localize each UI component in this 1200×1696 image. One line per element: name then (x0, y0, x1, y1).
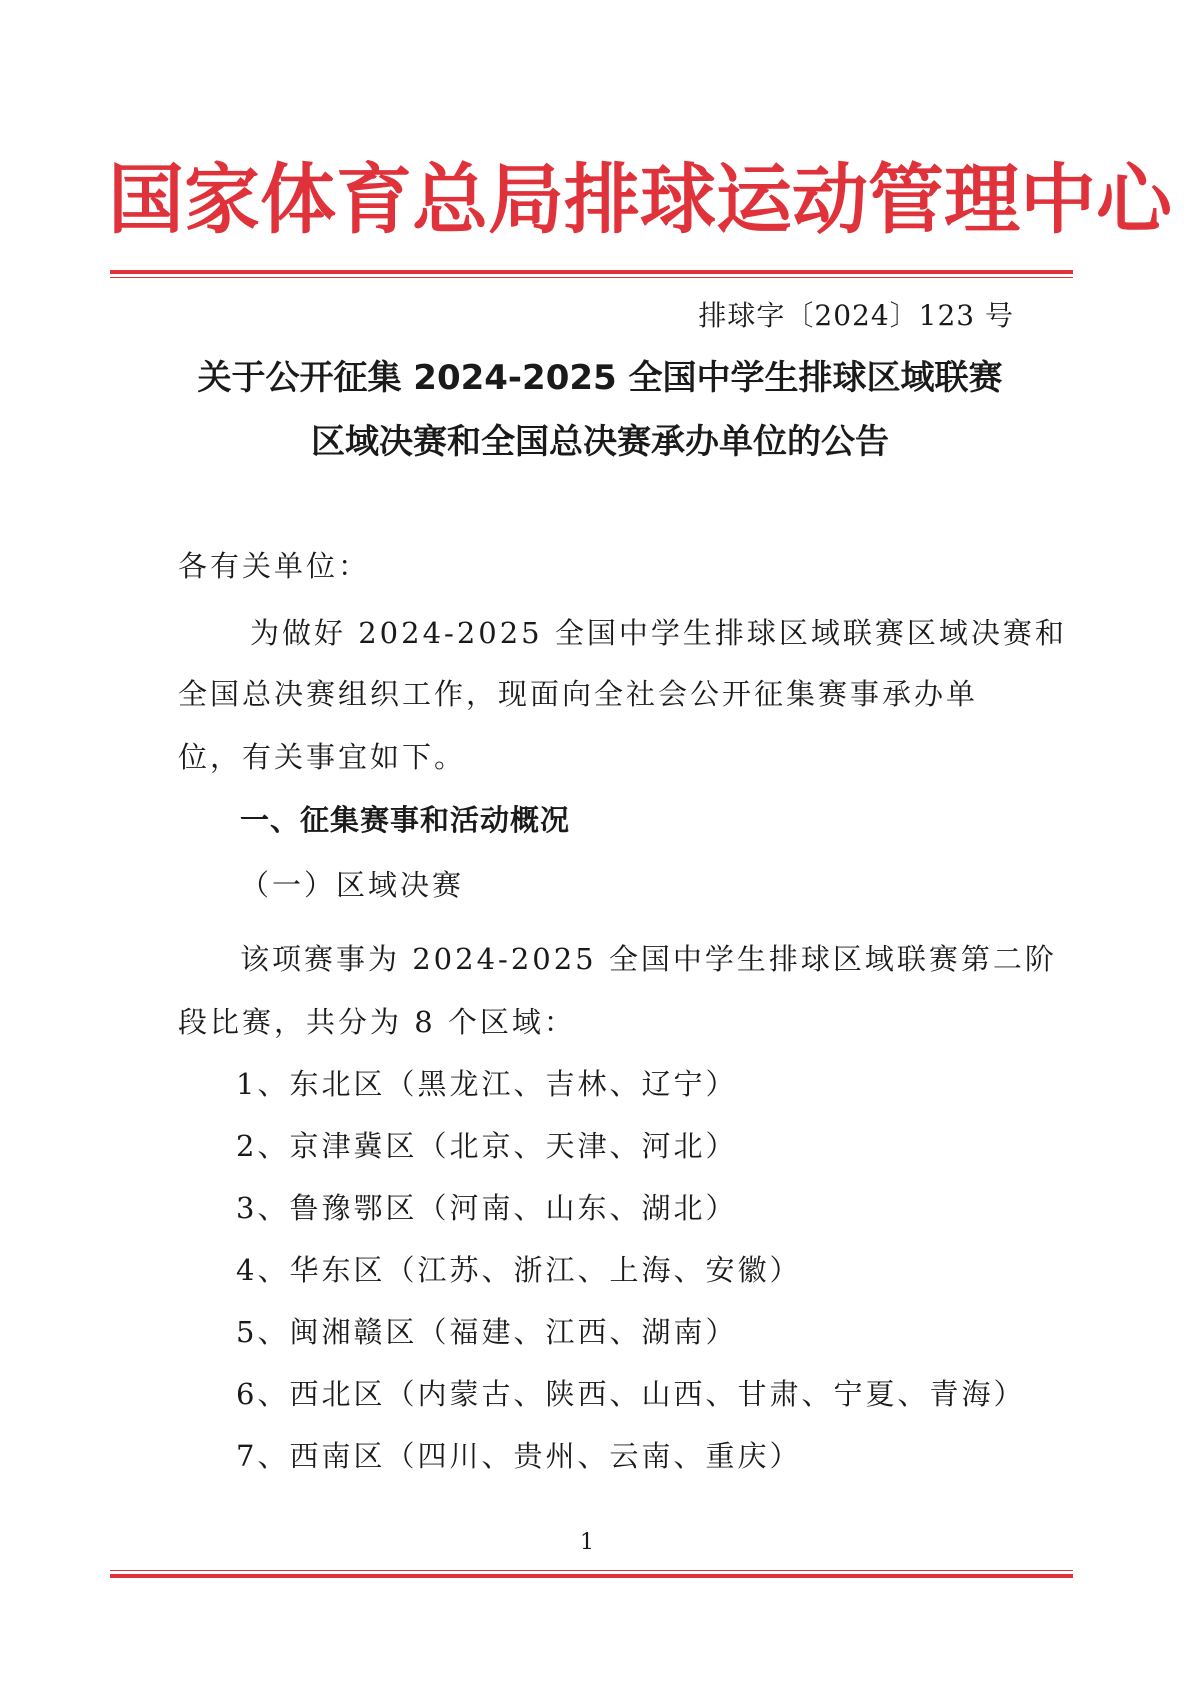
intro-line-1: 为做好 2024-2025 全国中学生排球区域联赛区域决赛和 (250, 616, 1067, 650)
page-number: 1 (580, 1530, 594, 1555)
document-title-line-2: 区域决赛和全国总决赛承办单位的公告 (311, 422, 889, 462)
region-item: 4、华东区（江苏、浙江、上海、安徽） (236, 1253, 802, 1287)
document-number: 排球字〔2024〕123 号 (698, 299, 1014, 332)
intro-line-2: 全国总决赛组织工作，现面向全社会公开征集赛事承办单 (178, 677, 979, 711)
region-item: 1、东北区（黑龙江、吉林、辽宁） (236, 1067, 738, 1101)
event-description-line-1: 该项赛事为 2024-2025 全国中学生排球区域联赛第二阶 (240, 942, 1057, 976)
region-item: 3、鲁豫鄂区（河南、山东、湖北） (236, 1191, 738, 1225)
region-item: 2、京津冀区（北京、天津、河北） (236, 1129, 738, 1163)
document-title-line-1: 关于公开征集 2024-2025 全国中学生排球区域联赛 (197, 358, 1003, 398)
agency-header-title: 国家体育总局排球运动管理中心 (108, 155, 1172, 244)
salutation: 各有关单位： (178, 549, 371, 583)
region-item: 6、西北区（内蒙古、陕西、山西、甘肃、宁夏、青海） (236, 1377, 1026, 1411)
region-item: 5、闽湘赣区（福建、江西、湖南） (236, 1315, 738, 1349)
region-item: 7、西南区（四川、贵州、云南、重庆） (236, 1439, 802, 1473)
event-description-line-2: 段比赛，共分为 8 个区域： (178, 1005, 576, 1039)
section-1-heading: 一、征集赛事和活动概况 (240, 803, 571, 837)
footer-divider (110, 1570, 1073, 1578)
intro-line-3: 位，有关事宜如下。 (178, 740, 467, 774)
header-divider (110, 270, 1073, 278)
subsection-1-heading: （一）区域决赛 (240, 868, 465, 902)
